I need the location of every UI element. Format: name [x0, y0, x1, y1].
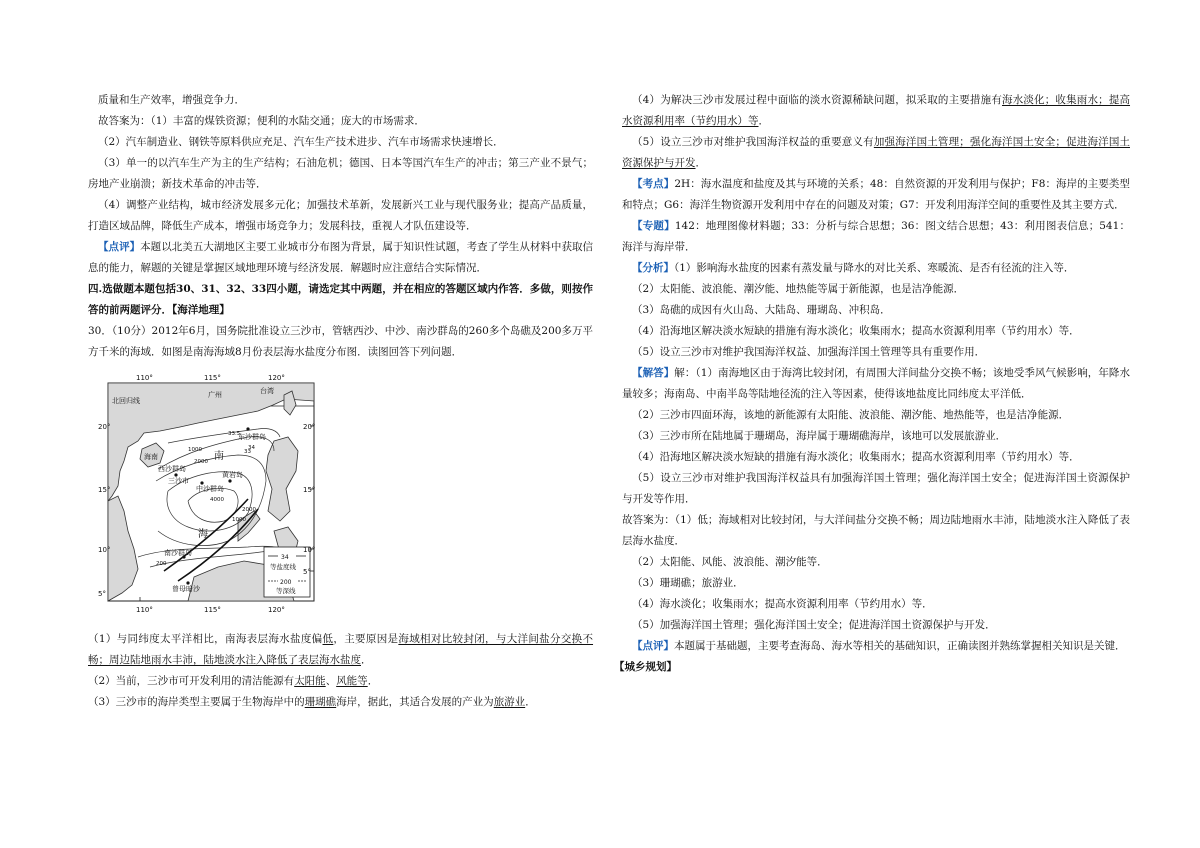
section-heading: 四.选做题本题包括30、31、32、33四小题，请选定其中两题，并在相应的答题区域内作答．多做，则按作答的前两题评分．【海洋地理】	[88, 283, 593, 316]
contour-value: 200	[156, 561, 167, 567]
contour-value: 33.5	[228, 431, 241, 437]
answer-blank: 低	[322, 633, 334, 645]
zhuanti-tag: 【专题】	[632, 220, 675, 232]
answer-5: （5）设立三沙市对维护我国海洋权益的重要意义有加强海洋国土管理；强化海洋国土安全；促进海洋国土资源保护与开发．	[622, 136, 1130, 169]
lat-label: 20°	[98, 423, 111, 431]
answer-blank: 海水淡化；收集雨水；提高水资源利用率（节约用水）等	[622, 94, 1131, 127]
lat-label: 10°	[303, 546, 316, 554]
dianping-paragraph: 【点评】本题属于基础题，主要考查海岛、海水等相关的基础知识，正确读图并熟练掌握相关知识是关键．	[632, 640, 1126, 652]
place-label: 三沙市	[168, 477, 189, 485]
paragraph: （4）调整产业结构，城市经济发展多元化；加强技术革新，发展新兴工业与现代服务业；提高产品质量，打造区域品牌，降低生产成本，增强市场竞争力；发展科技，重视人才队伍建设等．	[88, 199, 593, 232]
place-label: 广州	[208, 391, 222, 399]
contour-value: 4000	[210, 497, 224, 503]
paragraph: （2）太阳能、风能、波浪能、潮汐能等．	[632, 556, 828, 568]
contour-value: 2000	[242, 507, 256, 513]
fenxi-paragraph: 【分析】（1）影响海水盐度的因素有蒸发量与降水的对比关系、寒暖流、是否有径流的注入等．	[632, 262, 1075, 274]
legend-label: 等深线	[276, 587, 296, 595]
map-svg	[98, 371, 318, 621]
review-tag: 【点评】	[98, 241, 141, 253]
place-label: 北回归线	[112, 397, 140, 405]
answer-blank: 太阳能	[294, 675, 326, 687]
answer-2: （2）当前，三沙市可开发利用的清洁能源有太阳能、风能等．	[88, 675, 379, 687]
lat-label: 5°	[303, 568, 311, 576]
place-label: 台湾	[260, 387, 274, 395]
paragraph: 故答案为：（1）低；海域相对比较封闭，与大洋间盐分交换不畅；周边陆地雨水丰沛，陆地淡水注入降低了表层海水盐度．	[622, 514, 1130, 547]
lon-label: 115°	[204, 606, 221, 614]
answer-4: （4）为解决三沙市发展过程中面临的淡水资源稀缺问题，拟采取的主要措施有海水淡化；收集雨水；提高水资源利用率（节约用水）等．	[622, 94, 1131, 127]
place-label: 南沙群岛	[164, 549, 192, 557]
paragraph: （2）太阳能、波浪能、潮汐能、地热能等属于新能源，也是洁净能源．	[632, 283, 965, 295]
place-label: 西沙群岛	[158, 465, 186, 473]
lat-label: 15°	[98, 486, 111, 494]
paragraph: （3）岛礁的成因有火山岛、大陆岛、珊瑚岛、冲积岛．	[632, 304, 891, 316]
paragraph: 故答案为：（1）丰富的煤铁资源；便利的水陆交通；庞大的市场需求．	[98, 115, 425, 127]
paragraph: （2）三沙市四面环海，该地的新能源有太阳能、波浪能、潮汐能、地热能等，也是洁净能源．	[632, 409, 1070, 421]
place-label: 黄岩岛	[222, 471, 243, 479]
answer-blank: 风能等	[336, 675, 368, 687]
lat-label: 20°	[303, 423, 316, 431]
lon-label: 110°	[136, 374, 153, 382]
paragraph: （5）加强海洋国土管理；强化海洋国土安全；促进海洋国土资源保护与开发．	[632, 619, 996, 631]
lat-label: 10°	[98, 546, 111, 554]
paragraph: （2）汽车制造业、钢铁等原料供应充足、汽车生产技术进步、汽车市场需求快速增长．	[98, 136, 504, 148]
lat-label: 15°	[303, 486, 316, 494]
paragraph: （3）三沙市所在陆地属于珊瑚岛，海岸属于珊瑚礁海岸，该地可以发展旅游业．	[632, 430, 1007, 442]
contour-value: 1000	[188, 447, 202, 453]
legend-value: 200	[280, 579, 292, 586]
place-label: 东沙群岛	[238, 433, 266, 441]
legend-value: 34	[281, 554, 289, 561]
section-heading: 【城乡规划】	[614, 661, 677, 673]
jieda-tag: 【解答】	[632, 367, 675, 379]
place-label: 曾母暗沙	[172, 585, 200, 593]
paragraph: （5）设立三沙市对维护我国海洋权益具有加强海洋国土管理；强化海洋国土安全；促进海洋国土资源保护与开发等作用．	[622, 472, 1130, 505]
answer-3: （3）三沙市的海岸类型主要属于生物海岸中的珊瑚礁海岸，据此，其适合发展的产业为旅游业．	[88, 696, 536, 708]
left-column	[88, 90, 593, 713]
dianping-tag: 【点评】	[632, 640, 674, 652]
review-text: 本题以北美五大湖地区主要工业城市分布图为背景，属于知识性试题，考查了学生从材料中获取信息的能力，解题的关键是掌握区域地理环境与经济发展．解题时应注意结合实际情况．	[88, 241, 594, 274]
south-china-sea-salinity-map	[98, 371, 318, 621]
fenxi-tag: 【分析】	[632, 262, 674, 274]
answer-blank: 海域相对比较封闭，与大洋间盐分交换不畅；周边陆地雨水丰沛，陆地淡水注入降低了表层海水盐度	[88, 633, 594, 666]
question-30: 30．（10分）2012年6月，国务院批准设立三沙市，管辖西沙、中沙、南沙群岛的260多个岛礁及200多万平方千米的海域．如图是南海海域8月份表层海水盐度分布图．读图回答下列问题．	[88, 325, 593, 358]
paragraph: 质量和生产效率，增强竞争力．	[98, 94, 245, 106]
answer-1: （1）与同纬度太平洋相比，南海表层海水盐度偏低，主要原因是海域相对比较封闭，与大洋间盐分交换不畅；周边陆地雨水丰沛，陆地淡水注入降低了表层海水盐度．	[88, 633, 594, 666]
contour-value: 34	[248, 445, 255, 451]
lon-label: 120°	[268, 374, 285, 382]
answer-blank: 旅游业	[493, 696, 526, 708]
zhuanti-paragraph: 【专题】142：地理图像材料题；33：分析与综合思想；36：图文结合思想；43：利用图表信息；541：海洋与海岸带．	[622, 220, 1130, 253]
paragraph: （5）设立三沙市对维护我国海洋权益、加强海洋国土管理等具有重要作用．	[632, 346, 986, 358]
review-paragraph	[88, 237, 593, 279]
place-label: 海	[198, 529, 208, 540]
answer-blank: 珊瑚礁	[304, 696, 337, 708]
paragraph: （3）珊瑚礁；旅游业．	[632, 577, 744, 589]
lon-label: 115°	[204, 374, 221, 382]
lat-label: 5°	[98, 590, 106, 598]
lon-label: 110°	[136, 606, 153, 614]
contour-value: 2000	[194, 459, 208, 465]
lon-label: 120°	[268, 606, 285, 614]
place-label: 中沙群岛	[196, 485, 224, 493]
paragraph: （4）沿海地区解决淡水短缺的措施有海水淡化；收集雨水；提高水资源利用率（节约用水）等．	[632, 451, 1080, 463]
kaodian-tag: 【考点】	[632, 178, 675, 190]
jieda-paragraph: 【解答】解：（1）南海地区由于海湾比较封闭，有周围大洋间盐分交换不畅；该地受季风气候影响，年降水量较多；海南岛、中南半岛等陆地径流的注入等因素，使得该地盐度比同纬度太平洋低．	[622, 367, 1130, 400]
contour-value: 1000	[232, 517, 246, 523]
answer-blank: 加强海洋国土管理；强化海洋国土安全；促进海洋国土资源保护与开发	[622, 136, 1130, 169]
place-label: 南	[214, 451, 224, 462]
place-label: 海南	[144, 453, 158, 461]
contour-value: 33	[244, 449, 251, 455]
right-column	[614, 90, 1131, 678]
kaodian-paragraph: 【考点】2H：海水温度和盐度及其与环境的关系；48：自然资源的开发利用与保护；F8：海岸的主要类型和特点；G6：海洋生物资源开发利用中存在的问题及对策；G7：开发利用海洋空间的重要性及其主要方式．	[622, 178, 1130, 211]
paragraph: （4）海水淡化；收集雨水；提高水资源利用率（节约用水）等．	[632, 598, 933, 610]
paragraph: （3）单一的以汽车生产为主的生产结构；石油危机；德国、日本等国汽车生产的冲击；第三产业不景气；房地产业崩溃；新技术革命的冲击等．	[88, 157, 593, 190]
legend-label: 等盐度线	[270, 563, 296, 571]
paragraph: （4）沿海地区解决淡水短缺的措施有海水淡化；收集雨水；提高水资源利用率（节约用水）等．	[632, 325, 1080, 337]
